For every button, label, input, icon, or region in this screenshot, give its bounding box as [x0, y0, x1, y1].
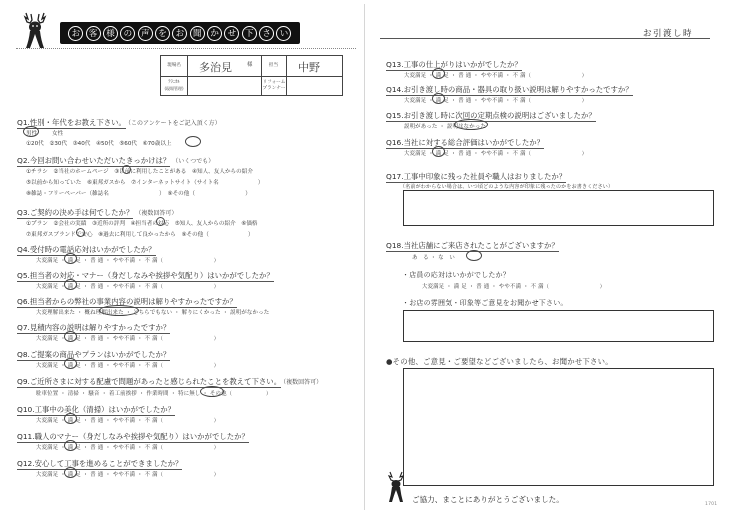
q2-options-line2[interactable]: ⑤以前から知っていた ⑥東邦ガスから ⑦インターネットサイト（サイト名 ） — [26, 180, 264, 186]
title-banner — [60, 22, 300, 44]
answer-mark — [64, 279, 77, 290]
question-q17: Q17.工事中印象に残った社員や職人はおりましたか？ — [386, 172, 567, 181]
answer-mark — [64, 253, 77, 264]
answer-mark — [156, 217, 165, 226]
q17-note: （名前がわからない場合は、いつ頃どのような内容が印象に残ったのかをお書きください） — [400, 184, 614, 190]
answer-mark — [122, 165, 131, 174]
q13-rating[interactable]: 大変満足 ・ 満 足 ・ 普 通 ・ やや不満 ・ 不 満（ ） — [404, 73, 588, 79]
answer-mark — [432, 93, 445, 104]
answer-mark — [64, 413, 77, 424]
other-opinion-box[interactable] — [403, 368, 714, 486]
header-divider — [16, 48, 356, 49]
answer-mark — [200, 386, 224, 397]
q3-options-line2[interactable]: ⑦東邦ガスブランドで安心 ⑧過去に利用して良かったから ⑨その他（ ） — [26, 232, 254, 238]
reform-label: リフォーム — [262, 80, 286, 85]
shop-atmosphere-question: ・お店の雰囲気・印象等ご意見をお聞かせ下さい。 — [402, 299, 568, 307]
answer-mark — [432, 68, 445, 79]
title-char: お — [68, 26, 83, 41]
deer-logo-icon — [16, 10, 54, 50]
answer-mark — [64, 331, 77, 342]
right-page-title: お引渡し時 — [643, 29, 694, 39]
question-q9: Q9.ご近所さまに対する配慮で問題があったと感じられたことを教えて下さい。 （複数回答可） — [17, 377, 323, 386]
form-code: 1701 — [705, 502, 718, 507]
title-char: せ — [224, 26, 239, 41]
title-char: か — [207, 26, 222, 41]
question-q7: Q7.見積内容の説明は解りやすかったですか？ — [17, 323, 171, 332]
answer-mark — [76, 228, 85, 237]
answer-mark — [454, 119, 488, 130]
q14-rating[interactable]: 大変満足 ・ 満 足 ・ 普 通 ・ やや不満 ・ 不 満（ ） — [404, 98, 588, 104]
q1-age-options[interactable]: ①20代 ②30代 ③40代 ④50代 ⑤60代 ⑥70歳以上 — [26, 141, 172, 147]
staff-label: 担当 — [268, 63, 279, 68]
question-q3: Q3.ご契約の決め手は何でしたか？ （複数回答可） — [17, 208, 178, 217]
q12-rating[interactable]: 大変満足 ・ 満 足 ・ 普 通 ・ やや不満 ・ 不 満（ ） — [36, 472, 220, 478]
question-q1: Q1.性別・年代をお教え下さい。 （このアンケートをご記入頂く方） — [17, 118, 221, 127]
left-page — [0, 0, 364, 515]
answer-mark — [432, 146, 445, 157]
question-q14: Q14.お引き渡し時の商品・器具の取り扱い説明は解りやすかったですか？ — [386, 85, 633, 94]
title-char: 聞 — [190, 26, 205, 41]
right-header-divider — [380, 38, 710, 39]
furigana-label: ﾃﾗﾆｶﾙ — [168, 80, 180, 85]
question-q10: Q10.工事中の美化（清掃）はいかがでしたか？ — [17, 405, 175, 414]
customer-suffix: 様 — [247, 62, 253, 68]
q1-gender-female[interactable]: 女性 — [52, 131, 64, 137]
title-char: 下 — [242, 26, 257, 41]
title-char: 様 — [103, 26, 118, 41]
site-manager-label: (現場管理) — [164, 86, 184, 91]
question-q12: Q12.安心して工事を進めることができましたか？ — [17, 459, 183, 468]
question-q8: Q8.ご提案の商品やプランはいかがでしたか？ — [17, 350, 171, 359]
answer-mark — [185, 136, 201, 147]
q18-options[interactable]: あ る ・ な い — [412, 255, 455, 261]
q11-rating[interactable]: 大変満足 ・ 満 足 ・ 普 通 ・ やや不満 ・ 不 満（ ） — [36, 445, 220, 451]
question-q11: Q11.職人のマナー（身だしなみや挨拶や気配り）はいかがでしたか？ — [17, 432, 249, 441]
shop-atmosphere-box[interactable] — [403, 310, 714, 342]
q5-rating[interactable]: 大変満足 ・ 満 足 ・ 普 通 ・ やや不満 ・ 不 満（ ） — [36, 284, 220, 290]
answer-mark — [64, 467, 77, 478]
answer-mark — [64, 440, 77, 451]
deer-footer-icon — [384, 470, 408, 504]
customer-name-box — [160, 55, 343, 96]
q17-answer-box[interactable] — [403, 190, 714, 226]
planner-label: プランナー — [262, 86, 286, 91]
title-char: 客 — [86, 26, 101, 41]
question-q6: Q6.担当者からの弊社の事業内容の説明は解りやすかったですか？ — [17, 297, 237, 306]
other-opinion-heading: ●その他、ご意見・ご要望などございましたら、お聞かせ下さい。 — [386, 357, 613, 366]
customer-label: 現場名 — [167, 63, 181, 68]
customer-name-value[interactable]: 多治見 — [199, 61, 232, 74]
q3-options-line1[interactable]: ①プラン ②会社の実績 ③近所の評判 ④担当者の対応 ⑤知人、友人からの紹介 ⑥価格 — [26, 221, 258, 227]
question-q5: Q5.担当者の対応・マナー（身だしなみや挨拶や気配り）はいかがでしたか？ — [17, 271, 274, 280]
question-q15: Q15.お引き渡し時に次回の定期点検の説明はございましたか？ — [386, 111, 596, 120]
answer-mark — [64, 358, 77, 369]
title-char: を — [155, 26, 170, 41]
q10-rating[interactable]: 大変満足 ・ 満 足 ・ 普 通 ・ やや不満 ・ 不 満（ ） — [36, 418, 220, 424]
q7-rating[interactable]: 大変満足 ・ 満 足 ・ 普 通 ・ やや不満 ・ 不 満（ ） — [36, 336, 220, 342]
thanks-message: ご協力、まことにありがとうございました。 — [412, 495, 564, 504]
q6-options[interactable]: 大変理解出来た ・ 概ね理解出来た ・ どちらでもない ・ 解りにくかった ・ 説明がなかった — [36, 310, 270, 316]
shop-response-question: ・店員の応対はいかがでしたか？ — [402, 271, 510, 279]
q2-options-line3[interactable]: ⑧雑誌・フリーペーパー（雑誌名 ） ⑨その他（ ） — [26, 191, 251, 197]
title-char: の — [120, 26, 135, 41]
question-q18: Q18.当社店舗にご来店されたことがございますか？ — [386, 241, 559, 250]
title-char: 声 — [138, 26, 153, 41]
q9-options[interactable]: 駐車位置 ・ 清掃 ・ 騒音 ・ 着工前挨拶 ・ 作業時間 ・ 特に無し ・ その他（ ） — [36, 391, 272, 397]
title-char: い — [276, 26, 291, 41]
staff-name-value[interactable]: 中野 — [298, 61, 320, 74]
q2-options-line1[interactable]: ①チラシ ②当社のホームページ ③以前に利用したことがある ④知人、友人からの紹介 — [26, 169, 253, 175]
q15-options[interactable]: 説明があった ・ 説明はなかった — [404, 124, 487, 130]
question-q4: Q4.受付時の電話応対はいかがでしたか？ — [17, 245, 156, 254]
title-char: お — [172, 26, 187, 41]
page-fold — [364, 4, 365, 510]
q16-rating[interactable]: 大変満足 ・ 満 足 ・ 普 通 ・ やや不満 ・ 不 満（ ） — [404, 151, 588, 157]
title-char: さ — [259, 26, 274, 41]
question-q13: Q13.工事の仕上がりはいかがでしたか？ — [386, 60, 522, 69]
answer-mark — [99, 305, 139, 316]
q1-gender-male[interactable]: 男性 — [26, 131, 38, 137]
question-q2: Q2.今回お問い合わせいただいたきっかけは？ （いくつでも） — [17, 156, 215, 165]
question-q16: Q16.当社に対する総合評価はいかがでしたか？ — [386, 138, 544, 147]
shop-response-rating[interactable]: 大変満足 ・ 満 足 ・ 普 通 ・ やや不満 ・ 不 満（ ） — [422, 284, 606, 290]
answer-mark — [23, 126, 39, 137]
q8-rating[interactable]: 大変満足 ・ 満 足 ・ 普 通 ・ やや不満 ・ 不 満（ ） — [36, 363, 220, 369]
answer-mark — [466, 250, 482, 261]
q4-rating[interactable]: 大変満足 ・ 満 足 ・ 普 通 ・ やや不満 ・ 不 満（ ） — [36, 258, 220, 264]
